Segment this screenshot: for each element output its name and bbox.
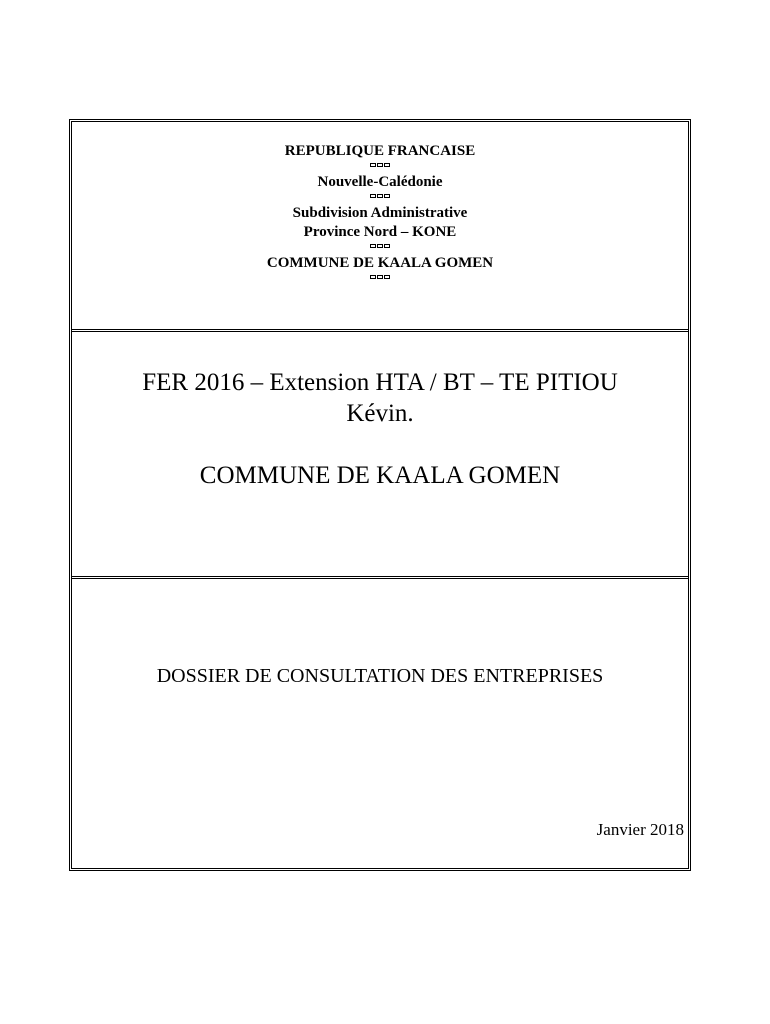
document-date: Janvier 2018 xyxy=(596,820,684,839)
title-section xyxy=(72,332,688,579)
project-title-line1: FER 2016 – Extension HTA / BT – TE PITIOU xyxy=(142,369,618,396)
province-label: Province Nord – KONE xyxy=(303,224,457,240)
separator-icon xyxy=(72,161,688,173)
subdivision-label: Subdivision Administrative xyxy=(292,205,468,221)
dossier-section xyxy=(72,579,688,868)
commune-title: COMMUNE DE KAALA GOMEN xyxy=(199,462,561,489)
commune-label: COMMUNE DE KAALA GOMEN xyxy=(266,255,494,271)
document-frame xyxy=(69,119,691,871)
separator-icon xyxy=(72,273,688,285)
dossier-label: DOSSIER DE CONSULTATION DES ENTREPRISES xyxy=(156,665,604,687)
republique-label: REPUBLIQUE FRANCAISE xyxy=(284,143,476,159)
separator-icon xyxy=(72,192,688,204)
project-title xyxy=(72,367,688,429)
header-section xyxy=(72,122,688,332)
separator-icon xyxy=(72,242,688,254)
territoire-label: Nouvelle-Calédonie xyxy=(317,174,443,190)
project-title-line2: Kévin. xyxy=(346,400,414,427)
header-lines xyxy=(72,142,688,285)
